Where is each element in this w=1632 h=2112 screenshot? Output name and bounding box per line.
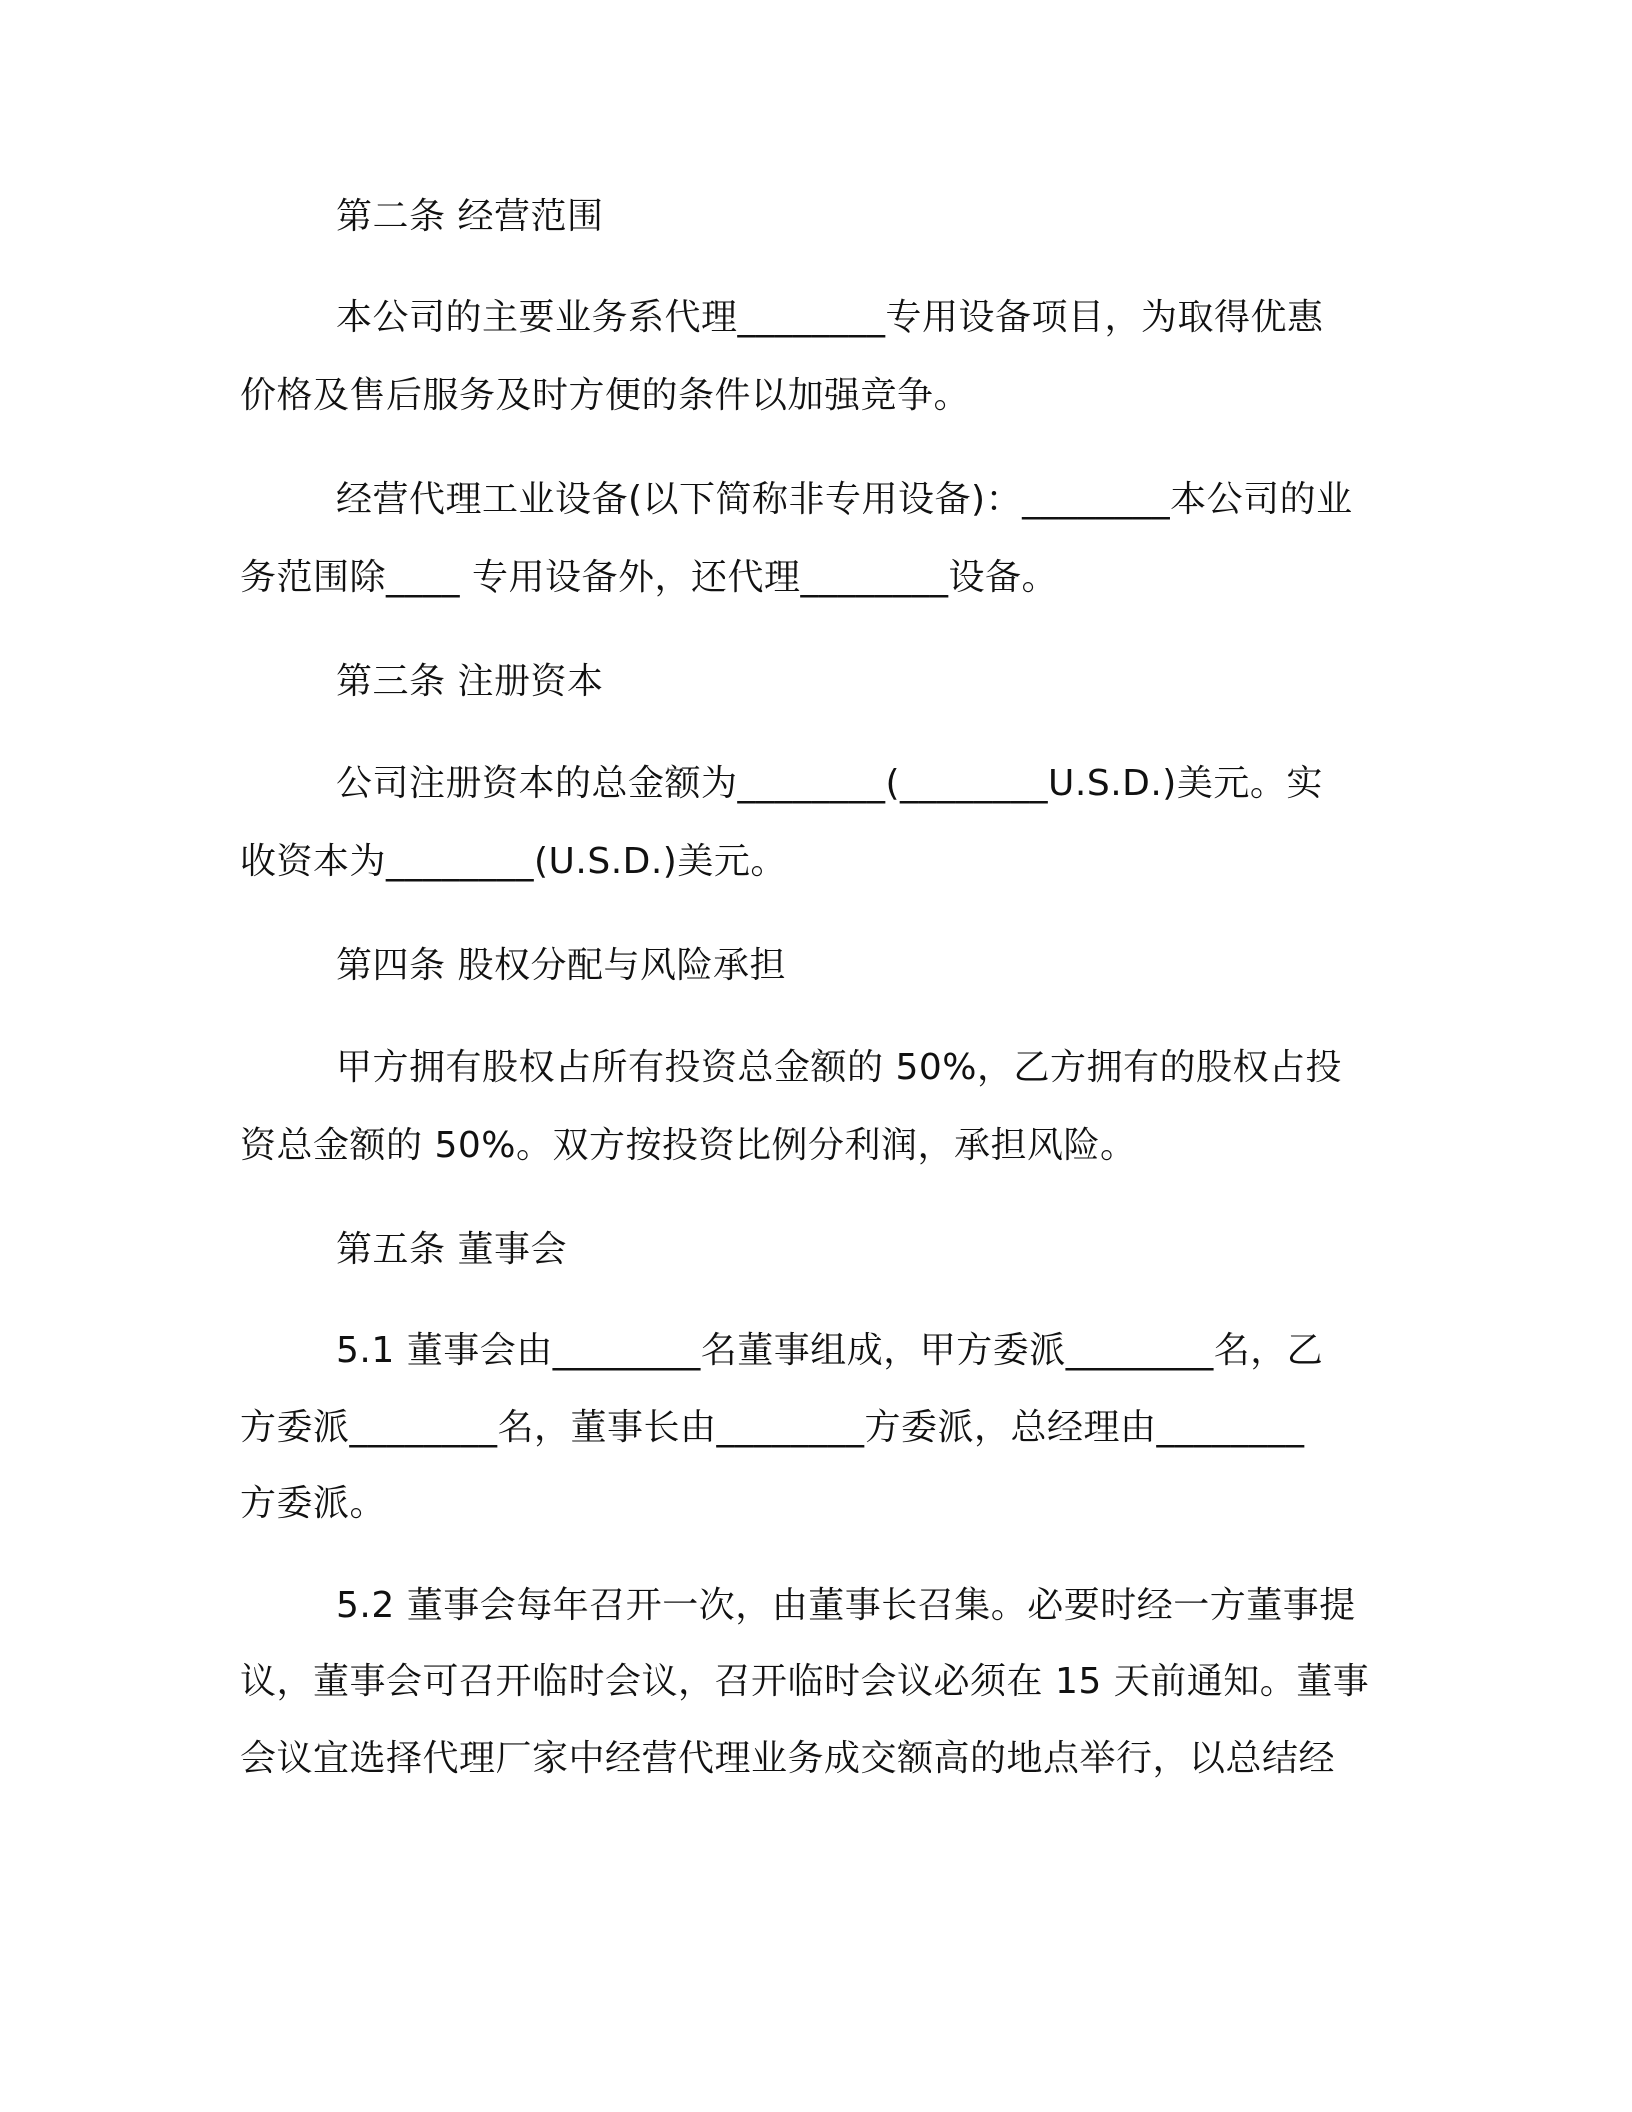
article-2-paragraph-1-line-1: 本公司的主要业务系代理________专用设备项目，为取得优惠 [336, 297, 1324, 338]
article-5-1-line-2: 方委派________名，董事长由________方委派，总经理由________ [240, 1407, 1305, 1448]
article-2-paragraph-1-line-2: 价格及售后服务及时方便的条件以加强竞争。 [240, 375, 971, 416]
article-5-heading: 第五条 董事会 [336, 1229, 567, 1270]
article-4-paragraph-1-line-2: 资总金额的 50%。双方按投资比例分利润，承担风险。 [240, 1125, 1137, 1166]
article-5-2-line-2: 议，董事会可召开临时会议，召开临时会议必须在 15 天前通知。董事 [240, 1661, 1370, 1702]
article-5-1-line-1: 5.1 董事会由________名董事组成，甲方委派________名，乙 [336, 1330, 1324, 1371]
article-3-paragraph-1-line-2: 收资本为________(U.S.D.)美元。 [240, 841, 787, 882]
article-2-paragraph-2-line-1: 经营代理工业设备(以下简称非专用设备)：________本公司的业 [336, 479, 1353, 520]
article-3-heading: 第三条 注册资本 [336, 661, 604, 702]
article-2-paragraph-2-line-2: 务范围除____ 专用设备外，还代理________设备。 [240, 557, 1058, 598]
article-5-1-line-3: 方委派。 [240, 1483, 387, 1524]
article-4-paragraph-1-line-1: 甲方拥有股权占所有投资总金额的 50%，乙方拥有的股权占投 [336, 1047, 1342, 1088]
article-2-heading: 第二条 经营范围 [336, 196, 604, 237]
article-5-2-line-1: 5.2 董事会每年召开一次，由董事长召集。必要时经一方董事提 [336, 1585, 1356, 1626]
article-4-heading: 第四条 股权分配与风险承担 [336, 945, 786, 986]
article-5-2-line-3: 会议宜选择代理厂家中经营代理业务成交额高的地点举行，以总结经 [240, 1738, 1336, 1779]
article-3-paragraph-1-line-1: 公司注册资本的总金额为________(________U.S.D.)美元。实 [336, 763, 1323, 804]
